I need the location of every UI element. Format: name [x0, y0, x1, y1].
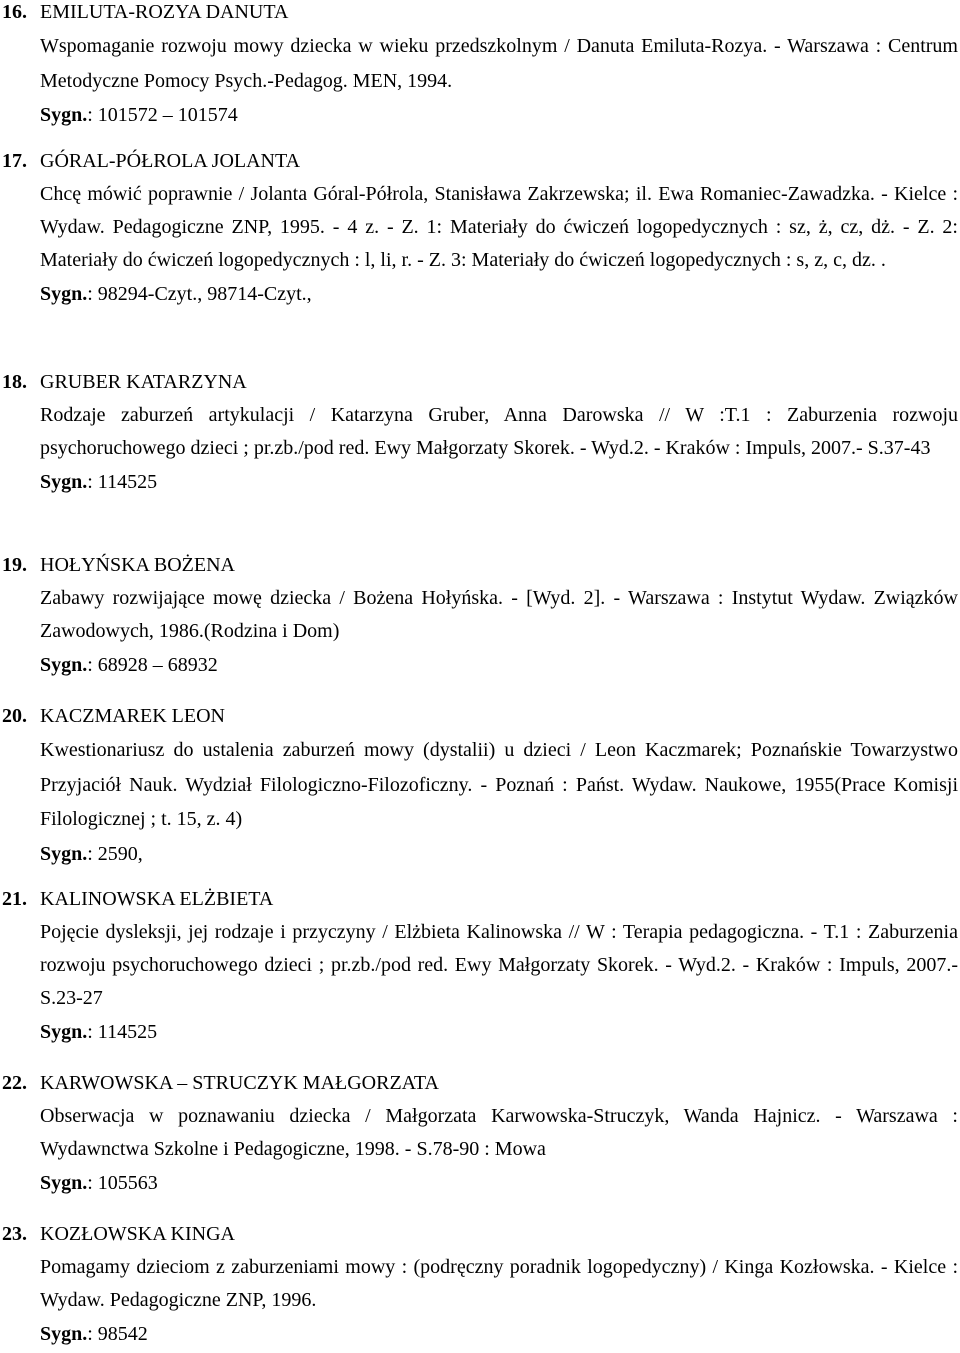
- entry-call-number: [40, 98, 960, 132]
- entry-description: Wspomaganie rozwoju mowy dziecka w wieku przedszkolnym / Danuta Emiluta-Rozya. - Warszawa : Centrum Metodyczne Pomocy Psych.-Pedagog. MEN, 1994.: [40, 35, 958, 92]
- bibliography-entry-21: [0, 884, 960, 1049]
- entry-header: [0, 1068, 960, 1098]
- entry-description: Pojęcie dysleksji, jej rodzaje i przyczyny / Elżbieta Kalinowska // W : Terapia pedagogiczna. - T.1 : Zaburzenia rozwoju psychoruchowego dzieci ; pr.zb./pod red. Ewy Małgorzaty Skorek. - Wyd.2. - Kraków : Impuls, 2007.- S.23-27: [40, 921, 958, 1009]
- entry-header: [0, 146, 960, 176]
- entry-number: 18.: [2, 371, 27, 393]
- entry-header: [0, 884, 960, 914]
- entry-number: 23.: [2, 1223, 27, 1245]
- sygn-value: : 114525: [87, 471, 158, 493]
- bibliography-entry-20: [0, 701, 960, 871]
- sygn-label: Sygn.: [40, 1172, 88, 1194]
- entry-number: 21.: [2, 888, 27, 910]
- entry-description: Rodzaje zaburzeń artykulacji / Katarzyna Gruber, Anna Darowska // W :T.1 : Zaburzenia rozwoju psychoruchowego dzieci ; pr.zb./pod red. Ewy Małgorzaty Skorek. - Wyd.2. - Kraków : Impuls, 2007.- S.37-43: [40, 404, 958, 459]
- sygn-label: Sygn.: [40, 1021, 88, 1043]
- sygn-label: Sygn.: [40, 104, 88, 126]
- sygn-value: : 98294-Czyt., 98714-Czyt.,: [87, 283, 312, 305]
- sygn-value: : 101572 – 101574: [87, 104, 238, 126]
- entry-header: [0, 1219, 960, 1249]
- sygn-label: Sygn.: [40, 283, 88, 305]
- sygn-label: Sygn.: [40, 654, 88, 676]
- entry-author: EMILUTA-ROZYA DANUTA: [40, 1, 289, 23]
- entry-author: GRUBER KATARZYNA: [40, 371, 247, 393]
- entry-header: [0, 0, 960, 27]
- entry-author: KALINOWSKA ELŻBIETA: [40, 888, 274, 910]
- entry-author: GÓRAL-PÓŁROLA JOLANTA: [40, 150, 301, 172]
- entry-description: Pomagamy dzieciom z zaburzeniami mowy : (podręczny poradnik logopedyczny) / Kinga Kozłowska. - Kielce : Wydaw. Pedagogiczne ZNP, 1996.: [40, 1256, 958, 1311]
- entry-call-number: [40, 277, 960, 311]
- entry-number: 20.: [2, 705, 27, 727]
- sygn-value: : 114525: [87, 1021, 158, 1043]
- entry-number: 17.: [2, 150, 27, 172]
- entry-call-number: [40, 465, 960, 499]
- sygn-value: : 2590,: [87, 842, 143, 865]
- entry-number: 22.: [2, 1072, 27, 1094]
- entry-description: Chcę mówić poprawnie / Jolanta Góral-Półrola, Stanisława Zakrzewska; il. Ewa Romaniec-Zawadzka. - Kielce : Wydaw. Pedagogiczne ZNP, 1995. - 4 z. - Z. 1: Materiały do ćwiczeń logopedycznych : sz, ż, cz, dż. - Z. 2: Materiały do ćwiczeń logopedycznych : l, li, r. - Z. 3: Materiały do ćwiczeń logopedycznych : s, z, c, dz. .: [40, 183, 958, 271]
- sygn-label: Sygn.: [40, 471, 88, 493]
- bibliography-entry-22: [0, 1068, 960, 1200]
- entry-description: Obserwacja w poznawaniu dziecka / Małgorzata Karwowska-Struczyk, Wanda Hajnicz. - Warszawa : Wydawnctwa Szkolne i Pedagogiczne, 1998. - S.78-90 : Mowa: [40, 1105, 958, 1160]
- entry-header: [0, 367, 960, 397]
- entry-number: 19.: [2, 554, 27, 576]
- bibliography-entry-23: [0, 1219, 960, 1351]
- entry-author: HOŁYŃSKA BOŻENA: [40, 554, 235, 576]
- sygn-label: Sygn.: [40, 1323, 88, 1345]
- entry-author: KACZMAREK LEON: [40, 705, 225, 727]
- bibliography-entry-17: [0, 146, 960, 311]
- entry-call-number: [40, 1015, 960, 1049]
- entry-header: [0, 550, 960, 580]
- bibliography-entry-16: [0, 0, 960, 132]
- sygn-label: Sygn.: [40, 842, 88, 865]
- entry-call-number: [40, 1166, 960, 1200]
- sygn-value: : 105563: [87, 1172, 158, 1194]
- entry-call-number: [40, 1317, 960, 1351]
- entry-header: [0, 701, 960, 731]
- entry-call-number: [40, 648, 960, 682]
- entry-call-number: [40, 837, 960, 871]
- entry-author: KARWOWSKA – STRUCZYK MAŁGORZATA: [40, 1072, 439, 1094]
- sygn-value: : 98542: [87, 1323, 148, 1345]
- bibliography-entry-19: [0, 550, 960, 682]
- sygn-value: : 68928 – 68932: [87, 654, 218, 676]
- entry-description: Kwestionariusz do ustalenia zaburzeń mowy (dystalii) u dzieci / Leon Kaczmarek; Poznańskie Towarzystwo Przyjaciół Nauk. Wydział Filologiczno-Filozoficzny. - Poznań : Państ. Wydaw. Naukowe, 1955(Prace Komisji Filologicznej ; t. 15, z. 4): [40, 739, 958, 830]
- entry-description: Zabawy rozwijające mowę dziecka / Bożena Hołyńska. - [Wyd. 2]. - Warszawa : Instytut Wydaw. Związków Zawodowych, 1986.(Rodzina i Dom): [40, 587, 958, 642]
- bibliography-entry-18: [0, 367, 960, 499]
- entry-number: 16.: [2, 1, 27, 23]
- entry-author: KOZŁOWSKA KINGA: [40, 1223, 235, 1245]
